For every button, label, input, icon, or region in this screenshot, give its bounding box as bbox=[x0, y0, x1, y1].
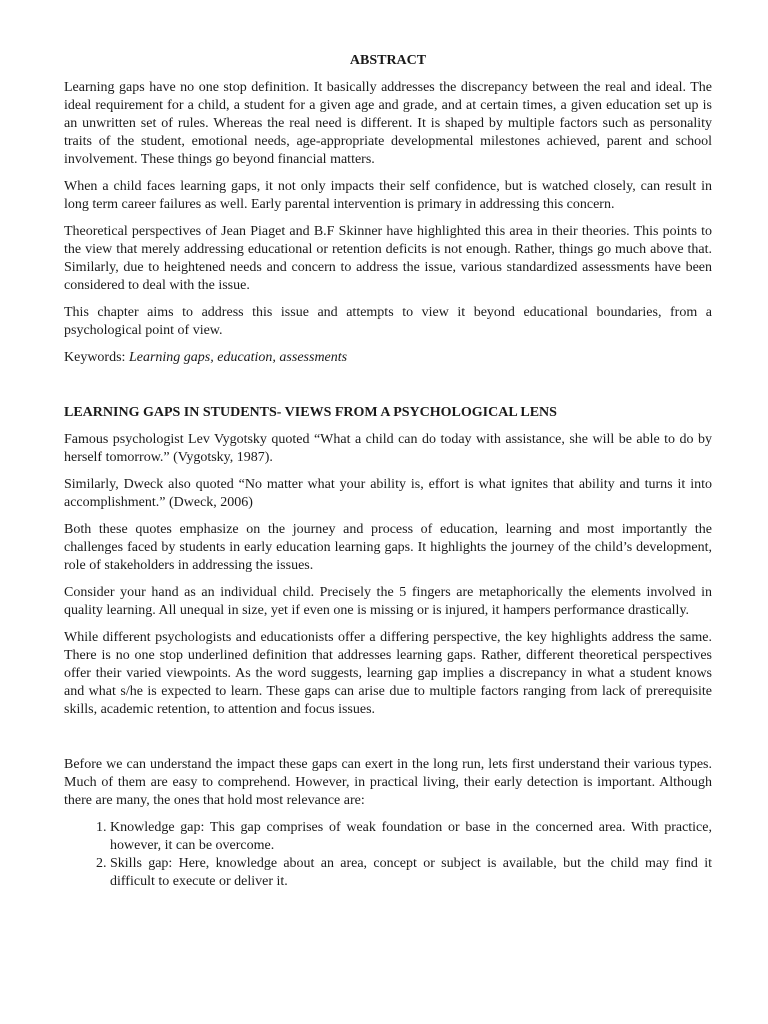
abstract-paragraph-3: Theoretical perspectives of Jean Piaget and B.F Skinner have highlighted this area in their theories. This points to the view that merely addressing educational or retention deficits is not enough. Rather, things go much above that. Similarly, due to heightened needs and concern to address the issue, various standardized assessments have been considered to deal with the issue. bbox=[64, 224, 712, 293]
keywords-list: Learning gaps, education, assessments bbox=[128, 350, 348, 365]
abstract-paragraph-4: This chapter aims to address this issue and attempts to view it beyond educational boundaries, from a psychological point of view. bbox=[64, 305, 712, 338]
spacer bbox=[64, 728, 712, 756]
section-paragraph-4: Consider your hand as an individual child. Precisely the 5 fingers are metaphorically the elements involved in quality learning. All unequal in size, yet if even one is missing or is injured, it hampers performance drastically. bbox=[64, 585, 712, 618]
section-paragraph-2: Similarly, Dweck also quoted “No matter what your ability is, effort is what ignites that ability and turns it into accomplishment.” (Dweck, 2006) bbox=[64, 477, 712, 510]
list-item: 1. Knowledge gap: This gap comprises of weak foundation or base in the concerned area. With practice, however, it can be overcome. bbox=[110, 819, 712, 855]
list-item: 2. Skills gap: Here, knowledge about an area, concept or subject is available, but the child may find it difficult to execute or deliver it. bbox=[110, 855, 712, 891]
spacer bbox=[64, 376, 712, 404]
section-paragraph-1: Famous psychologist Lev Vygotsky quoted “What a child can do today with assistance, she will be able to do by herself tomorrow.” (Vygotsky, 1987). bbox=[64, 432, 712, 465]
keywords-line bbox=[64, 349, 712, 367]
abstract-paragraph-2: When a child faces learning gaps, it not only impacts their self confidence, but is watched closely, can result in long term career failures as well. Early parental intervention is primary in addressing this concern. bbox=[64, 179, 712, 212]
abstract-title: ABSTRACT bbox=[349, 53, 427, 68]
section-paragraph-6: Before we can understand the impact these gaps can exert in the long run, lets first understand their various types. Much of them are easy to comprehend. However, in practical living, their early detection is important. Although there are many, the ones that hold most relevance are: bbox=[64, 757, 712, 808]
section-paragraph-5: While different psychologists and educationists offer a differing perspective, the key highlights address the same. There is no one stop underlined definition that addresses learning gaps. Rather, different theoretical perspectives offer their varied viewpoints. As the word suggests, learning gap implies a discrepancy in what a student knows and what s/he is expected to learn. These gaps can arise due to multiple factors ranging from lack of prerequisite skills, academic retention, to attention and focus issues. bbox=[64, 630, 712, 717]
abstract-paragraph-1: Learning gaps have no one stop definition. It basically addresses the discrepancy between the real and ideal. The ideal requirement for a child, a student for a given age and grade, and at certain times, a given education set up is an unwritten set of rules. Whereas the real need is different. It is shaped by multiple factors such as personality traits of the student, emotional needs, age-appropriate developmental milestones achieved, parent and school involvement. These things go beyond financial matters. bbox=[64, 80, 712, 167]
gap-types-list bbox=[64, 819, 712, 891]
section-heading: LEARNING GAPS IN STUDENTS- VIEWS FROM A PSYCHOLOGICAL LENS bbox=[64, 405, 557, 420]
keywords-label: Keywords: bbox=[64, 350, 129, 365]
section-paragraph-3: Both these quotes emphasize on the journey and process of education, learning and most importantly the challenges faced by students in early education learning gaps. It highlights the journey of the child’s development, role of stakeholders in addressing the issues. bbox=[64, 522, 712, 573]
